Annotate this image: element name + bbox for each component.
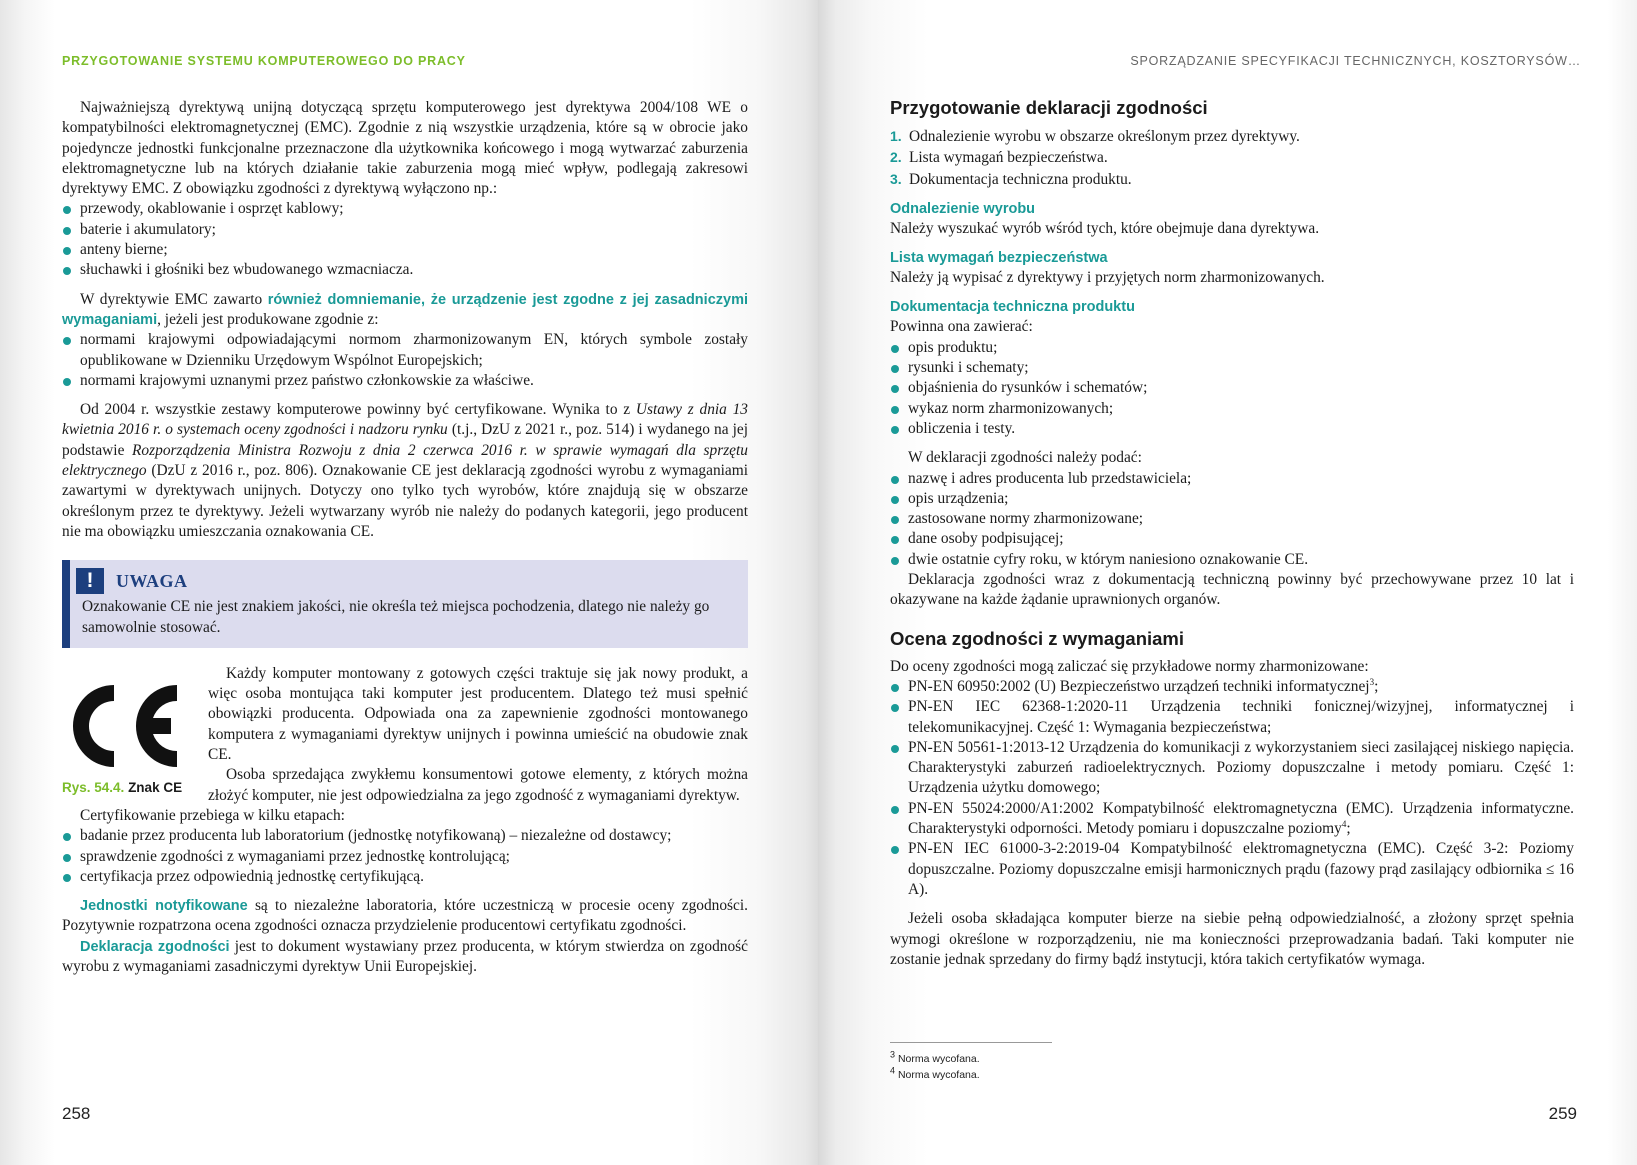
list-item-text: Dokumentacja techniczna produktu. — [909, 170, 1132, 188]
warning-header — [82, 568, 736, 594]
warning-title: UWAGA — [116, 571, 188, 592]
list-item: opis urządzenia; — [890, 489, 1574, 509]
paragraph: Do oceny zgodności mogą zaliczać się przykładowe normy zharmonizowane: — [890, 657, 1369, 675]
page-number: 259 — [1548, 1104, 1577, 1123]
paragraph: Jeżeli osoba składająca komputer bierze na siebie pełną odpowiedzialność, a złożony sprzęt spełnia wymogi określone w rozporządzeniu, nie ma konieczności przeprowadzania badań. Taki komputer nie zostanie jednak sprzedany do firmy bądź instytucji, która takich certyfikatów wymaga. — [890, 910, 1574, 968]
norms-list — [890, 677, 1574, 900]
list-item: przewody, okablowanie i osprzęt kablowy; — [62, 199, 748, 219]
numbered-list — [890, 126, 1574, 190]
footnote-ref: 4 — [1341, 818, 1347, 829]
list-item: słuchawki i głośniki bez wbudowanego wzmacniacza. — [62, 260, 748, 280]
paragraph: Osoba sprzedająca zwykłemu konsumentowi gotowe elementy, z których można złożyć komputer, nie jest odpowiedzialna za jego zgodność z wymaganiami dyrektyw. — [208, 766, 748, 804]
list-item-text: Lista wymagań bezpieczeństwa. — [909, 149, 1108, 167]
list-item: obliczenia i testy. — [890, 419, 1574, 439]
paragraph — [62, 290, 748, 331]
figure-number: Rys. 54.4. — [62, 779, 125, 795]
bullet-list — [890, 469, 1574, 570]
list-item-text: Odnalezienie wyrobu w obszarze określonym przez dyrektywy. — [909, 128, 1300, 145]
list-item-text: PN-EN 50561-1:2013-12 Urządzenia do komunikacji z wykorzystaniem sieci zasilającej niskiego napięcia. Charakterystyki zaburzeń radioelektrycznych. Poziomy dopuszczalne i metody pomiaru. Część 1: Urządzenia użytku domowego; — [908, 738, 1574, 797]
text-run: , jeżeli jest produkowane zgodnie z: — [157, 310, 379, 328]
right-page — [818, 0, 1637, 1165]
footnote — [890, 1067, 1052, 1083]
paragraph — [62, 896, 748, 937]
highlighted-term: Deklaracja zgodności — [80, 938, 230, 955]
footnote-text: Norma wycofana. — [897, 1053, 980, 1065]
bullet-list — [890, 338, 1574, 439]
list-item: wykaz norm zharmonizowanych; — [890, 399, 1574, 419]
figure-caption — [62, 778, 208, 798]
running-head: PRZYGOTOWANIE SYSTEMU KOMPUTEROWEGO DO PRACY — [62, 54, 466, 68]
list-item: objaśnienia do rysunków i schematów; — [890, 378, 1574, 398]
warning-text: Oznakowanie CE nie jest znakiem jakości, nie określa też miejsca pochodzenia, dlatego nie należy go samowolnie stosować. — [82, 598, 710, 636]
list-number: 3. — [890, 170, 902, 187]
paragraph: Należy wyszukać wyrób wśród tych, które obejmuje dana dyrektywa. — [890, 219, 1320, 237]
paragraph: Powinna ona zawierać: — [890, 318, 1033, 336]
list-item: opis produktu; — [890, 338, 1574, 358]
list-item: nazwę i adres producenta lub przedstawiciela; — [890, 469, 1574, 489]
paragraph — [62, 400, 748, 542]
ce-figure — [62, 664, 208, 806]
footnote-ref: 3 — [1369, 676, 1375, 687]
paragraph — [62, 937, 748, 978]
list-item — [890, 839, 1574, 900]
warning-box — [62, 560, 748, 648]
text-run: ; — [1374, 677, 1379, 695]
text-run: Od 2004 r. wszystkie zestawy komputerowe powinny być certyfikowane. Wynika to z — [80, 401, 636, 419]
figure-caption-text: Znak CE — [128, 779, 183, 795]
subheading: Odnalezienie wyrobu — [890, 200, 1036, 217]
italic-citation: Rozporządzenia Ministra Rozwoju z dnia 2 czerwca 2016 r. w sprawie wymagań dla sprzętu elektrycznego — [62, 441, 748, 480]
text-run: (DzU z 2016 r., poz. 806). Oznakowanie CE jest deklaracją zgodności wyrobu z wymaganiami zawartymi w dyrektywach unijnych. Dotyczy ono tylko tych wyrobów, które znajdują się w obszarze określonym przez te dyrektywy. Jeżeli wytwarzany wyrób nie należy do podanych kategorii, jego producent nie ma obowiązku umieszczania oznakowania CE. — [62, 462, 748, 540]
list-item: sprawdzenie zgodności z wymaganiami przez jednostkę kontrolującą; — [62, 847, 748, 867]
list-item: rysunki i schematy; — [890, 358, 1574, 378]
list-item: badanie przez producenta lub laboratorium (jednostkę notyfikowaną) – niezależne od dostawcy; — [62, 826, 748, 846]
section-heading: Przygotowanie deklaracji zgodności — [890, 97, 1208, 118]
list-item: normami krajowymi uznanymi przez państwo członkowskie za właściwe. — [62, 371, 748, 391]
list-item-text: PN-EN 60950:2002 (U) Bezpieczeństwo urządzeń techniki informatycznej — [908, 677, 1370, 695]
list-item: normami krajowymi odpowiadającymi normom zharmonizowanym EN, których symbole zostały opublikowane w Dzienniku Urzędowym Wspólnot Europejskich; — [62, 330, 748, 371]
bullet-list — [62, 199, 748, 280]
list-item-text: PN-EN 55024:2000/A1:2002 Kompatybilność elektromagnetyczna (EMC). Urządzenia informatyczne. Charakterystyki odporności. Metody pomiaru i dopuszczalne poziomy — [908, 799, 1574, 838]
paragraph: Najważniejszą dyrektywą unijną dotyczącą sprzętu komputerowego jest dyrektywa 2004/108 WE o kompatybilności elektromagnetycznej (EMC). Zgodnie z nią wszystkie urządzenia, które są w obrocie jako pojedyncze jednostki funkcjonalne przeznaczone dla użytkownika końcowego i mogą wytwarzać zaburzenia elektromagnetyczne lub na których działanie takie zaburzenia mogą mieć wpływ, podlegają zakresowi dyrektywy EMC. Z obowiązku zgodności z dyrektywą wyłączono np.: — [62, 99, 748, 198]
list-item — [890, 169, 1574, 190]
list-item — [890, 697, 1574, 738]
left-page — [0, 0, 818, 1165]
subheading: Lista wymagań bezpieczeństwa — [890, 250, 1108, 267]
list-item: dane osoby podpisującej; — [890, 529, 1574, 549]
paragraph: Deklaracja zgodności wraz z dokumentacją techniczną powinny być przechowywane przez 10 lat i okazywane na każde żądanie uprawnionych organów. — [890, 571, 1574, 609]
list-item-text: PN-EN IEC 61000-3-2:2019-04 Kompatybilność elektromagnetyczna (EMC). Część 3-2: Poziomy dopuszczalne. Poziomy dopuszczalne emisji harmonicznych prądu (fazowy prąd zasilający odbiornika ≤ 16 A). — [908, 840, 1574, 898]
list-item: baterie i akumulatory; — [62, 220, 748, 240]
section-heading: Ocena zgodności z wymaganiami — [890, 627, 1185, 649]
footnote-text: Norma wycofana. — [897, 1069, 980, 1081]
text-run: jest to dokument wystawiany przez producenta, w którym stwierdza on zgodność wyrobu z wymaganiami zasadniczymi dyrektyw Unii Europejskiej. — [62, 937, 748, 975]
footnotes — [890, 1042, 1052, 1083]
list-item: certyfikacja przez odpowiednią jednostkę certyfikującą. — [62, 867, 748, 887]
subheading: Dokumentacja techniczna produktu — [890, 299, 1135, 316]
list-item: zastosowane normy zharmonizowane; — [890, 509, 1574, 529]
italic-citation: Ustawy z dnia 13 kwietnia 2016 r. o systemach oceny zgodności i nadzoru rynku — [62, 401, 748, 439]
paragraph: Każdy komputer montowany z gotowych części traktuje się jak nowy produkt, a więc osoba montująca taki komputer jest producentem. Dlatego też musi spełnić obowiązki producenta. Odpowiada ona za zapewnienie zgodności montowanego komputera z wymaganiami dyrektyw unijnych i powinna umieścić na obudowie znak CE. — [208, 664, 748, 764]
right-page-body — [890, 96, 1574, 970]
list-item — [890, 126, 1574, 147]
running-head: SPORZĄDZANIE SPECYFIKACJI TECHNICZNYCH, KOSZTORYSÓW… — [1130, 54, 1581, 68]
list-number: 2. — [890, 149, 902, 166]
bullet-list — [62, 826, 748, 887]
bullet-list — [62, 330, 748, 391]
paragraph: Należy ją wypisać z dyrektywy i przyjętych norm zharmonizowanych. — [890, 269, 1325, 287]
ce-text — [208, 664, 748, 806]
page-number: 258 — [62, 1104, 91, 1123]
text-run: W dyrektywie EMC zawarto — [80, 290, 268, 308]
highlighted-term: również domniemanie, że urządzenie jest zgodne z jej zasadniczymi wymaganiami — [62, 291, 748, 328]
footnote — [890, 1051, 1052, 1067]
highlighted-term: Jednostki notyfikowane — [80, 898, 248, 915]
list-item: dwie ostatnie cyfry roku, w którym naniesiono oznakowanie CE. — [890, 550, 1574, 570]
list-item — [890, 799, 1574, 840]
exclamation-icon: ! — [76, 568, 104, 594]
paragraph: Certyfikowanie przebiega w kilku etapach: — [80, 806, 345, 824]
list-item — [890, 147, 1574, 168]
ce-section — [62, 664, 748, 806]
list-item — [890, 677, 1574, 697]
list-item: anteny bierne; — [62, 240, 748, 260]
ce-mark-icon — [62, 678, 182, 774]
paragraph: W deklaracji zgodności należy podać: — [908, 449, 1142, 467]
list-number: 1. — [890, 128, 902, 144]
footnote-mark: 4 — [890, 1065, 896, 1076]
text-run: są to niezależne laboratoria, które uczestniczą w procesie oceny zgodności. Pozytywnie rozpatrzona ocena zgodności oznacza przydzielenie producentowi certyfikatu zgodności. — [62, 897, 748, 935]
list-item — [890, 738, 1574, 799]
footnote-mark: 3 — [890, 1049, 896, 1060]
text-run: ; — [1346, 820, 1351, 838]
text-run: (t.j., DzU z 2021 r., poz. 514) i wydanego na jej podstawie — [62, 421, 748, 459]
left-page-body — [62, 98, 748, 977]
list-item-text: PN-EN IEC 62368-1:2020-11 Urządzenia techniki fonicznej/wizyjnej, informatycznej i telekomunikacyjnej. Część 1: Wymagania bezpieczeństwa; — [908, 698, 1574, 736]
